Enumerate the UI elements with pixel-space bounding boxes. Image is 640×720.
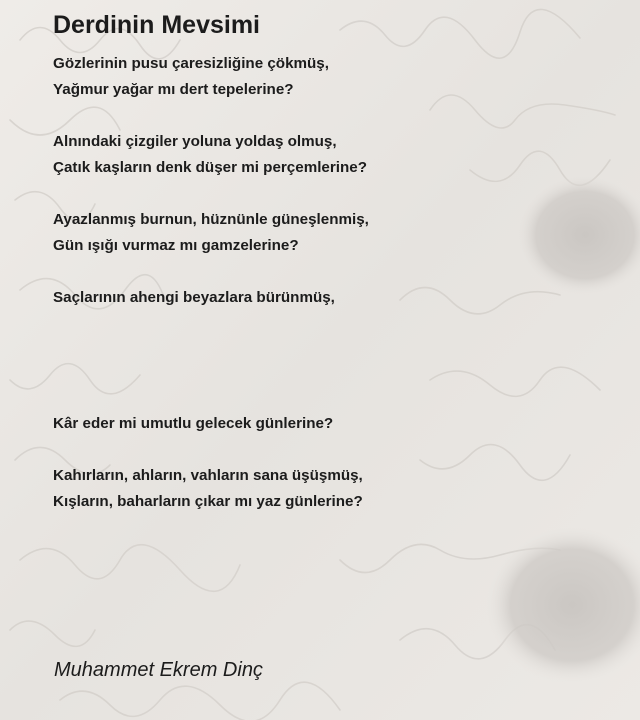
poem-line: Alnındaki çizgiler yoluna yoldaş olmuş, [53,133,337,150]
poem-line: Kışların, baharların çıkar mı yaz günlerine? [53,493,363,510]
poem-line: Yağmur yağar mı dert tepelerine? [53,81,294,98]
poem-line: Ayazlanmış burnun, hüznünle güneşlenmiş, [53,211,369,228]
poem-line: Çatık kaşların denk düşer mi perçemlerine? [53,159,368,176]
poem-author: Muhammet Ekrem Dinç [54,659,263,681]
poem-line: Kahırların, ahların, vahların sana üşüşmüş, [53,467,363,484]
poem-line: Saçlarının ahengi beyazlara bürünmüş, [53,289,335,306]
poem-line: Kâr eder mi umutlu gelecek günlerine? [53,415,334,432]
poem-line: Gün ışığı vurmaz mı gamzelerine? [53,237,299,254]
poem-line: Gözlerinin pusu çaresizliğine çökmüş, [53,55,329,72]
poem-title: Derdinin Mevsimi [53,11,260,39]
